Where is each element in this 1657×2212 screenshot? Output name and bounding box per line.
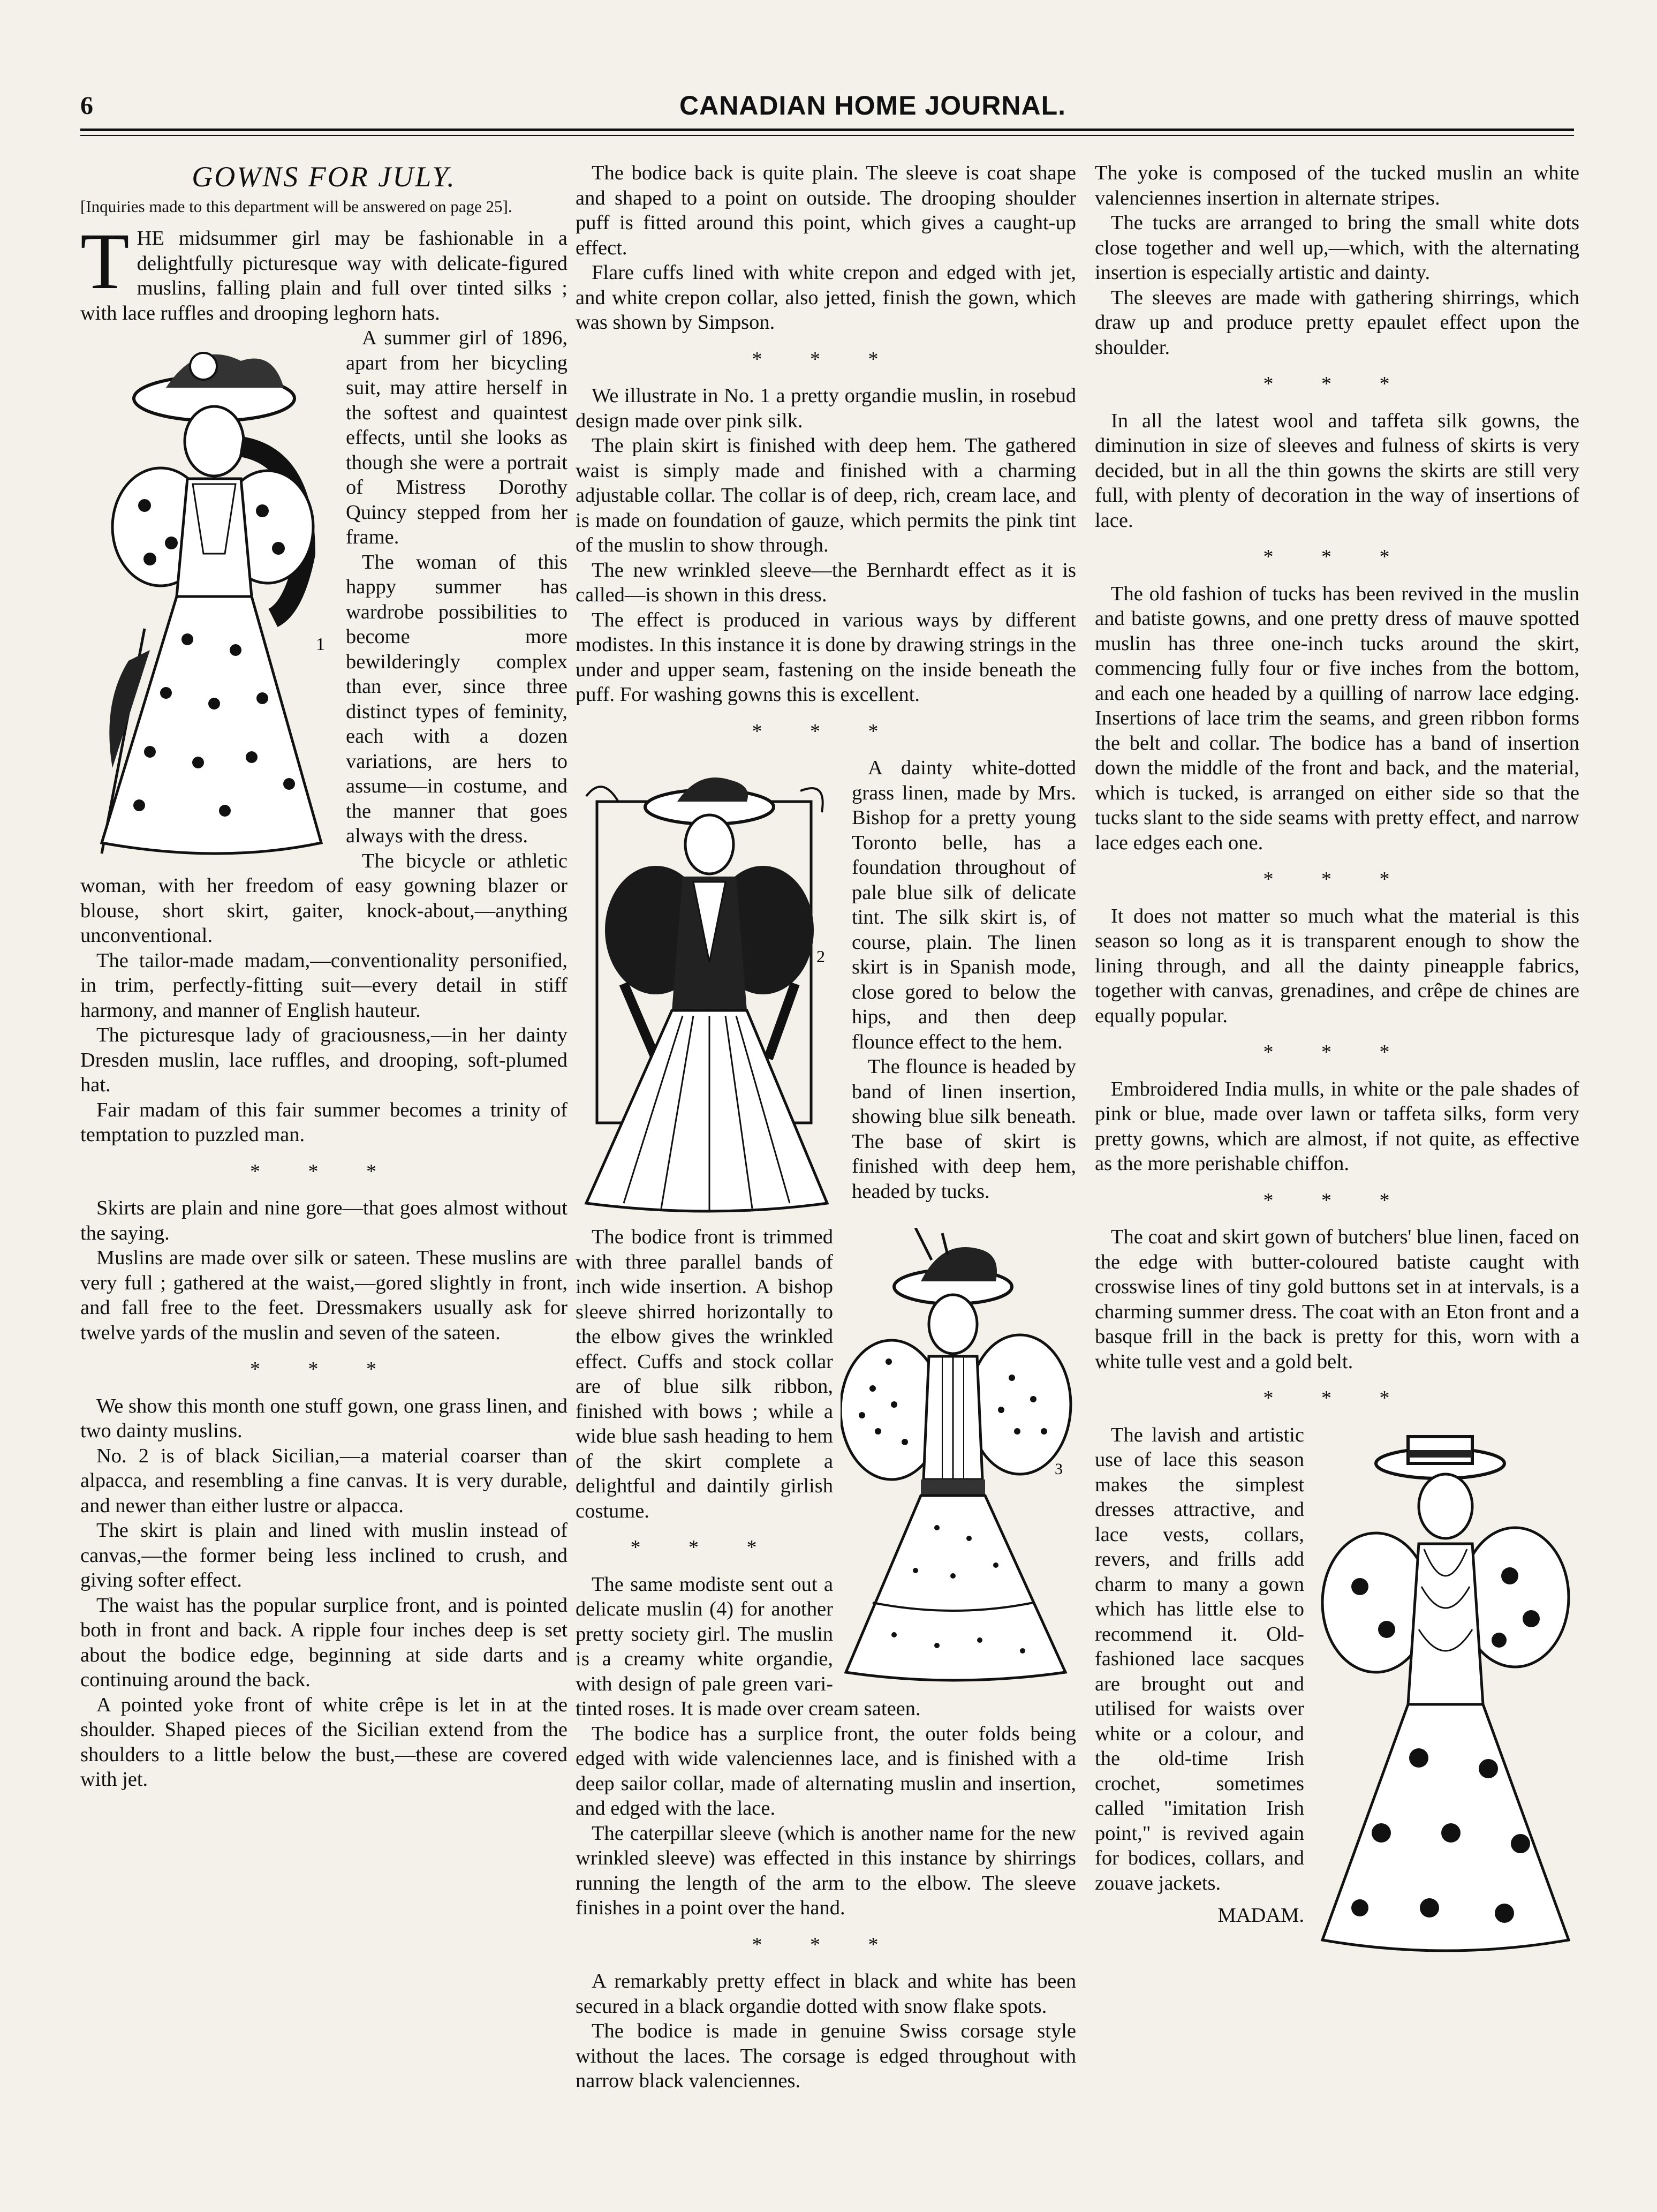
paragraph: Fair madam of this fair summer becomes a trinity of temptation to puzzled man. [80,1098,568,1146]
paragraph: Embroidered India mulls, in white or the pale shades of pink or blue, made over lawn or taffeta silks, form very pretty gowns, which are almost, if not quite, as effective as the more perishable chiffon. [1095,1077,1579,1175]
paragraph: The tucks are arranged to bring the small white dots close together and well up,—which, with the alternating insertion is especially artistic and dainty. [1095,212,1579,284]
section-divider: * * * [752,720,900,743]
header-rule [80,129,1574,131]
figure-3-label: 3 [1055,1460,1063,1478]
paragraph: The same modiste sent out a delicate muslin (4) for another pretty society girl. The muslin is a creamy white organdie, with design of pale green vari-tinted roses. It is made over cream sateen. [576,1573,921,1720]
paragraph: Skirts are plain and nine gore—that goes almost without the saying. [80,1197,568,1244]
section-divider: * * * [1263,1189,1411,1212]
intro-paragraph: THE midsummer girl may be fashionable in a delightfully picturesque way with delicate-figured muslins, falling plain and full over tinted silks ; with lace ruffles and drooping leghorn hats. [80,217,568,324]
paragraph: The bicycle or athletic woman, with her freedom of easy gowning blazer or blouse, short skirt, gaiter, knock-about,—anything unconventional. [80,849,568,947]
paragraph: A remarkably pretty effect in black and white has been secured in a black organdie dotted with snow flake spots. [576,1970,1076,2018]
paragraph: The caterpillar sleeve (which is another name for the new wrinkled sleeve) was effected in this instance by shirrings running the length of the arm to the elbow. The sleeve finishes in a point over the hand. [576,1822,1076,1919]
paragraph: It does not matter so much what the material is this season so long as it is transparent enough to show the lining through, and all the dainty pineapple fabrics, together with canvas, grenadines, and crêpe de chines are equally popular. [1095,904,1579,1027]
section-divider: * * * [1263,373,1411,395]
paragraph: The sleeves are made with gathering shirrings, which draw up and produce pretty epaulet effect upon the shoulder. [1095,286,1579,359]
column-3 [1095,161,1579,2142]
section-divider: * * * [1263,1041,1411,1063]
paragraph: We illustrate in No. 1 a pretty organdie muslin, in rosebud design made over pink silk. [576,384,1076,432]
journal-title: CANADIAN HOME JOURNAL. [679,90,1066,120]
paragraph: The bodice back is quite plain. The sleeve is coat shape and shaped to a point on outside. The drooping shoulder puff is fitted around this point, which gives a caught-up effect. [576,162,1076,259]
header-rule-thin [80,135,1574,136]
paragraph: The flounce is headed by band of linen insertion, showing blue silk beneath. The base of skirt is finished with deep hem, headed by tucks. [852,1055,1076,1203]
paragraph: The bodice front is trimmed with three parallel bands of inch wide insertion. A bishop sleeve shirred horizontally to the elbow gives the wrinkled effect. Cuffs and stock collar are of blue silk ribbon, finished with bows ; while a wide blue sash heading to hem of the skirt complete a delightful and daintily girlish costume. [576,1226,833,1522]
fashion-illustration-2 [576,759,843,1219]
section-divider: * * * [1263,868,1411,890]
figure-2-label: 2 [816,947,825,966]
paragraph: A summer girl of 1896, apart from her bicycling suit, may attire herself in the softest and quaintest effects, until she looks as though she were a portrait of Mistress Dorothy Quincy stepped from her frame. [346,327,568,548]
paragraph: The coat and skirt gown of butchers' blue linen, faced on the edge with butter-coloured batiste caught with crosswise lines of tiny gold buttons set in at intervals, is a charming summer dress. The coat with an Eton front and a basque frill in the back is pretty for this, worn with a white tulle vest and a gold belt. [1095,1226,1579,1373]
fashion-illustration-4 [1312,1426,1579,1961]
section-divider: * * * [752,1933,900,1956]
inquiry-note: [Inquiries made to this department will be answered on page 25]. [80,197,512,216]
paragraph: The bodice is made in genuine Swiss corsage style without the laces. The corsage is edged throughout with narrow black valenciennes. [576,2020,1076,2092]
paragraph: The waist has the popular surplice front, and is pointed both in front and back. A ripple four inches deep is set about the bodice edge, beginning at side darts and continuing around the back. [80,1594,568,1691]
section-divider: * * * [250,1358,398,1380]
paragraph: We show this month one stuff gown, one grass linen, and two dainty muslins. [80,1394,568,1442]
paragraph: The yoke is composed of the tucked muslin an white valenciennes insertion in alternate stripes. [1095,162,1579,209]
page-number: 6 [80,92,93,120]
paragraph: The old fashion of tucks has been revived in the muslin and batiste gowns, and one pretty dress of mauve spotted muslin has three one-inch tucks around the skirt, commencing fully four or five inches from the bottom, and each one headed by a quilling of narrow lace edging. Insertions of lace trim the seams, and green ribbon forms the belt and collar. The bodice has a band of insertion down the middle of the front and back, and the material, which is tucked, is arranged on either side so that the tucks slant to the side seams with pretty effect, and narrow lace edges each one. [1095,582,1579,854]
drop-cap: T [80,217,130,306]
paragraph: The tailor-made madam,—conventionality personified, in trim, perfectly-fitting suit—every detail in stiff harmony, and manner of English hauteur. [80,949,568,1022]
paragraph: Muslins are made over silk or sateen. These muslins are very full ; gathered at the waist,—gored slightly in front, and fall free to the feet. Dressmakers usually ask for twelve yards of the muslin and seven of the sateen. [80,1247,568,1344]
paragraph: The lavish and artistic use of lace this season makes the simplest dresses attractive, and lace vests, collars, revers, and frills add charm to many a gown which has little else to recommend it. Old-fashioned lace sacques are brought out and utilised for waists over white or a colour, and the old-time Irish crochet, sometimes called "imitation Irish point," is revived again for bodices, collars, and zouave jackets. [1095,1423,1304,1894]
section-divider: * * * [250,1160,398,1183]
article-title: GOWNS FOR JULY. [192,161,456,193]
section-divider: * * * [1263,546,1411,568]
section-divider: * * * [630,1536,778,1559]
column-2 [576,161,1076,2142]
paragraph: The bodice has a surplice front, the outer folds being edged with wide valenciennes lace, and is finished with a deep sailor collar, made of alternating muslin and insertion, and edged with the lace. [576,1722,1076,1820]
section-divider: * * * [1263,1387,1411,1409]
paragraph: The new wrinkled sleeve—the Bernhardt effect as it is called—is shown in this dress. [576,558,1076,606]
fashion-illustration-1 [80,329,337,864]
paragraph: The plain skirt is finished with deep hem. The gathered waist is simply made and finished with a charming adjustable collar. The collar is of deep, rich, cream lace, and is made on foundation of gauze, which permits the pink tint of the muslin to show through. [576,434,1076,556]
paragraph: Flare cuffs lined with white crepon and edged with jet, and white crepon collar, also jetted, finish the gown, which was shown by Simpson. [576,261,1076,334]
paragraph: The picturesque lady of graciousness,—in her dainty Dresden muslin, lace ruffles, and drooping, soft-plumed hat. [80,1024,568,1096]
figure-1-label: 1 [316,635,325,654]
paragraph: In all the latest wool and taffeta silk gowns, the diminution in size of sleeves and fulness of skirts is very decided, but in all the thin gowns the skirts are still very full, with plenty of decoration in the way of insertions of lace. [1095,409,1579,532]
paragraph: The skirt is plain and lined with muslin instead of canvas,—the former being less inclined to crush, and giving softer effect. [80,1519,568,1591]
paragraph: The effect is produced in various ways by different modistes. In this instance it is done by drawing strings in the under and upper seam, fastening on the inside beneath the puff. For washing gowns this is excellent. [576,608,1076,706]
fashion-illustration-3 [841,1228,1076,1688]
paragraph: The woman of this happy summer has wardrobe possibilities to become more bewilderingly complex than ever, since three distinct types of feminity, each with a dozen variations, are hers to assume—in costume, and the manner that goes always with the dress. [346,550,568,847]
paragraph: A dainty white-dotted grass linen, made by Mrs. Bishop for a pretty young Toronto belle, has a foundation throughout of pale blue silk of delicate tint. The silk skirt is, of course, plain. The linen skirt is in Spanish mode, close gored to below the hips, and then deep flounce effect to the hem. [852,757,1076,1053]
paragraph: A pointed yoke front of white crêpe is let in at the shoulder. Shaped pieces of the Sicilian extend from the shoulders to a little below the bust,—these are covered with jet. [80,1693,568,1791]
author-signature: MADAM. [1217,1904,1304,1927]
column-1 [80,161,568,2142]
paragraph: No. 2 is of black Sicilian,—a material coarser than alpacca, and resembling a fine canvas. It is very durable, and newer than either lustre or alpacca. [80,1444,568,1517]
section-divider: * * * [752,348,900,371]
